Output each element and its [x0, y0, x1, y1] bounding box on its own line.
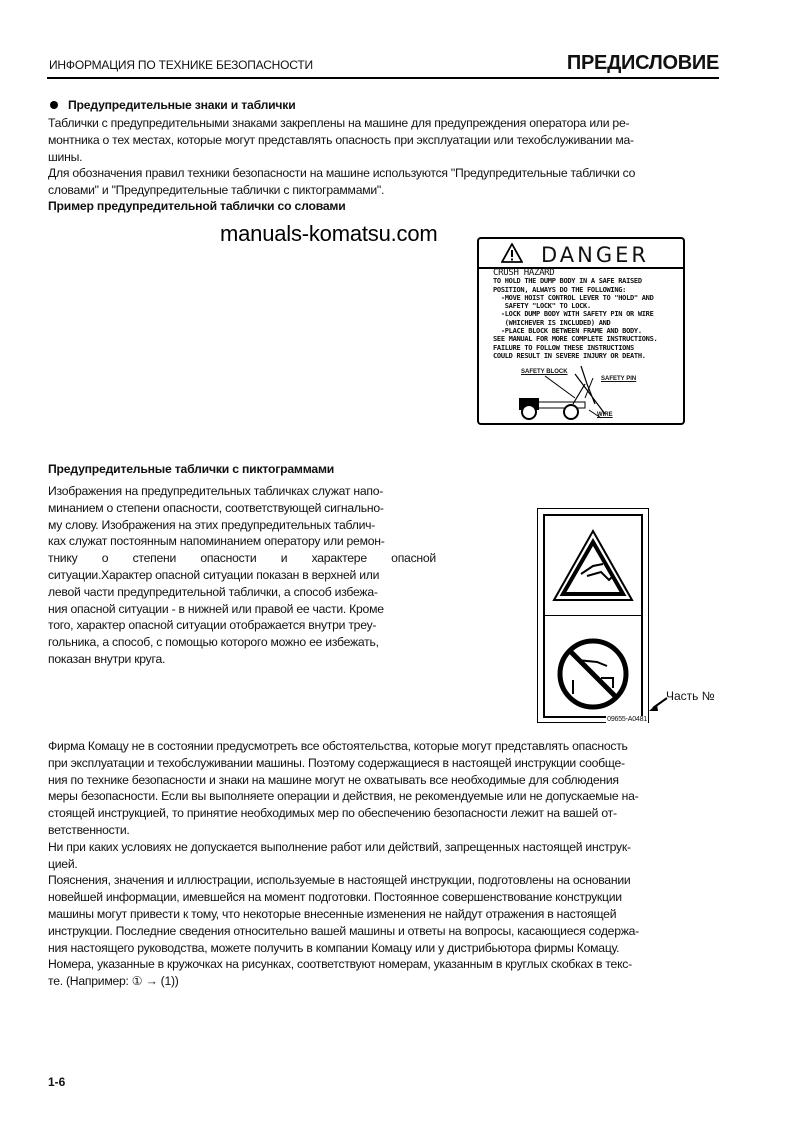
text-line: гольника, а способ, с помощью которого можно ее избежать,: [48, 635, 379, 650]
callout-safety-block: SAFETY BLOCK: [521, 369, 568, 375]
text-line: ния по технике безопасности и знаки на машине могут не охватывать все необходимые для соблюдения: [48, 772, 619, 787]
hazard-triangle-icon: [551, 528, 635, 604]
callout-wire: WIRE: [597, 412, 613, 418]
text-line: CRUSH HAZARD: [493, 268, 555, 278]
part-number-label: Часть №: [666, 689, 715, 703]
text-line: машины могут привести к тому, что некоторые внесенные изменения не найдут отражения в настоящей: [48, 906, 617, 921]
text-line: POSITION, ALWAYS DO THE FOLLOWING:: [493, 285, 627, 294]
header-rule: [47, 77, 719, 79]
pictogram-label-image: [537, 508, 649, 723]
running-header-chapter: ПРЕДИСЛОВИЕ: [566, 52, 719, 74]
text-line: му слову. Изображения на этих предупредительных таблич-: [48, 517, 376, 532]
text-line: COULD RESULT IN SEVERE INJURY OR DEATH.: [493, 351, 646, 360]
text-line: того, характер опасной ситуации отображается внутри треу-: [48, 618, 377, 633]
part-number: 09655-A0481: [607, 716, 647, 723]
text-line: минанием о степени опасности, соответствующей сигнально-: [48, 500, 384, 515]
text-line: ситуации.Характер опасной ситуации показан в верхней или: [48, 567, 380, 582]
text-line: стоящей инструкцией, то принятие необходимых мер по обеспечению безопасности лежит на вашей от-: [48, 806, 617, 821]
paragraph: [48, 738, 719, 990]
paragraph: [48, 115, 719, 199]
prohibition-circle-icon: [553, 634, 633, 714]
pictogram-divider: [545, 615, 641, 616]
text-line: меры безопасности. Если вы выполняете операции и действия, не рекомендуемые или не допускаемые на-: [48, 789, 639, 804]
text-line: ния опасной ситуации - в нижней или правой ее части. Кроме: [48, 601, 384, 616]
text-line: ках служат постоянным напоминанием оператору или ремон-: [48, 534, 385, 549]
text-line: TO HOLD THE DUMP BODY IN A SAFE RAISED: [493, 277, 642, 286]
text-line: словами" и "Предупредительные таблички с пиктограммами".: [48, 183, 385, 198]
heading-text: Предупредительные знаки и таблички: [68, 98, 296, 112]
text-line: Для обозначения правил техники безопасности на машине используются "Предупредительные таблички со: [48, 166, 636, 181]
running-header-section: ИНФОРМАЦИЯ ПО ТЕХНИКЕ БЕЗОПАСНОСТИ: [49, 58, 313, 72]
text-line: Пояснения, значения и иллюстрации, используемые в настоящей инструкции, подготовлены на основании: [48, 873, 631, 888]
signal-word: DANGER: [541, 243, 650, 267]
text-line: тнику о степени опасности и характере опасной: [48, 551, 436, 566]
text-line: -MOVE HOIST CONTROL LEVER TO "HOLD" AND: [493, 293, 654, 302]
text-line: Таблички с предупредительными знаками закреплены на машине для предупреждения оператора или ре-: [48, 116, 630, 130]
danger-title-bar: [479, 241, 683, 269]
text-line: новейшей информации, имевшейся на момент подготовки. Постоянное совершенствование конструкции: [48, 890, 622, 905]
warning-triangle-icon: [501, 243, 523, 263]
section-heading-warning-signs: [50, 98, 296, 112]
pictogram-frame: [543, 514, 643, 718]
text-line: ния настоящего руководства, можете получить в компании Комацу или у дистрибьютора фирмы Комацу.: [48, 940, 620, 955]
text-line: монтника о тех местах, которые могут представлять опасность при эксплуатации или техобслуживании ма-: [48, 132, 634, 147]
text-line: ветственности.: [48, 822, 130, 837]
subheading-word-label-example: Пример предупредительной таблички со словами: [48, 199, 346, 213]
text-line: Изображения на предупредительных табличках служат напо-: [48, 484, 384, 498]
page-number: 1-6: [48, 1075, 66, 1089]
text-line: FAILURE TO FOLLOW THESE INSTRUCTIONS: [493, 343, 634, 352]
danger-label-image: [477, 237, 685, 425]
callout-safety-pin: SAFETY PIN: [601, 376, 637, 382]
text-line: SEE MANUAL FOR MORE COMPLETE INSTRUCTIONS.: [493, 335, 658, 344]
text-line: при эксплуатации и техобслуживании машины. Поэтому содержащиеся в настоящей инструкции сообще-: [48, 755, 625, 770]
danger-label-text: [493, 269, 657, 360]
text-line: -PLACE BLOCK BETWEEN FRAME AND BODY.: [493, 327, 642, 336]
text-line: Ни при каких условиях не допускается выполнение работ или действий, запрещенных настоящей инструк-: [48, 839, 631, 854]
text-line: показан внутри круга.: [48, 651, 166, 666]
text-line: Фирма Комацу не в состоянии предусмотреть все обстоятельства, которые могут представлять опасность: [48, 739, 628, 753]
text-line: шины.: [48, 149, 83, 164]
text-line: Номера, указанные в кружочках на рисунках, соответствуют номерам, указанным в круглых скобках в текс-: [48, 957, 632, 972]
text-line: SAFETY "LOCK" TO LOCK.: [493, 302, 591, 311]
text-line: -LOCK DUMP BODY WITH SAFETY PIN OR WIRE: [493, 310, 654, 319]
subheading-pictogram-labels: Предупредительные таблички с пиктограммами: [48, 462, 335, 476]
text-line: цией.: [48, 856, 78, 871]
bullet-icon: [50, 101, 58, 109]
watermark: manuals-komatsu.com: [220, 221, 438, 246]
text-line: (WHICHEVER IS INCLUDED) AND: [493, 318, 611, 327]
text-line: инструкции. Последние сведения относительно вашей машины и ответы на вопросы, касающиеся содержа-: [48, 923, 639, 938]
paragraph: [48, 483, 436, 668]
text-line: левой части предупредительной таблички, а способ избежа-: [48, 584, 378, 599]
text-line: те. (Например: ① → (1)): [48, 974, 179, 989]
